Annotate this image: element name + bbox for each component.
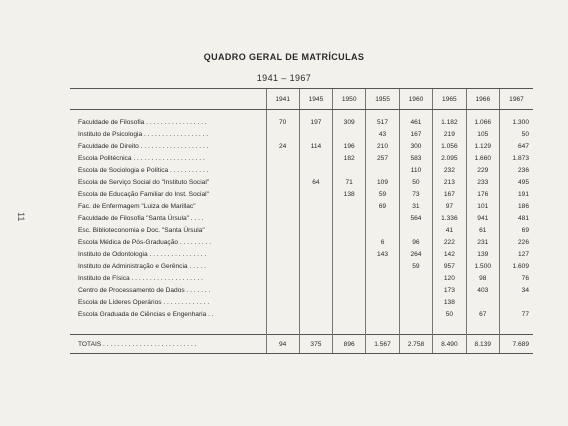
enrollment-cell	[299, 200, 332, 212]
institution-name: Escola de Serviço Social do "Instituto Social"	[78, 178, 210, 186]
enrollment-cell: 105	[466, 128, 499, 140]
enrollment-cell	[299, 152, 332, 164]
enrollment-cell: 210	[366, 140, 399, 152]
institution-name: Escola Politécnica . . . . . . . . . . . . . . . . . . . .	[78, 154, 205, 162]
enrollment-cell	[266, 260, 299, 272]
table-row	[70, 248, 533, 260]
enrollment-cell	[266, 236, 299, 248]
enrollment-cell: 73	[399, 188, 432, 200]
enrollment-cell: 139	[466, 248, 499, 260]
total-cell: 8.490	[433, 335, 466, 354]
enrollment-cell: 34	[500, 284, 534, 296]
enrollment-cell	[299, 296, 332, 308]
enrollment-cell: 1.336	[433, 212, 466, 224]
enrollment-cell	[333, 260, 366, 272]
enrollment-cell	[399, 272, 432, 284]
enrollment-cell	[266, 200, 299, 212]
enrollment-cell: 222	[433, 236, 466, 248]
enrollment-cell: 1.873	[500, 152, 534, 164]
institution-name: Escola de Líderes Operários . . . . . . . . . . . . .	[78, 298, 210, 306]
table-subtitle: 1941 – 1967	[256, 73, 312, 83]
enrollment-cell: 182	[333, 152, 366, 164]
enrollment-cell	[366, 212, 399, 224]
enrollment-cell: 98	[466, 272, 499, 284]
year-header: 1967	[500, 89, 534, 110]
enrollment-cell	[366, 296, 399, 308]
institution-name: Faculdade de Filosofia . . . . . . . . . . . . . . . . .	[78, 118, 207, 126]
enrollment-cell: 127	[500, 248, 534, 260]
table-row	[70, 260, 533, 272]
enrollment-cell: 64	[299, 176, 332, 188]
institution-name: Centro de Processamento de Dados . . . . . . .	[78, 286, 211, 294]
enrollment-cell: 77	[500, 308, 534, 335]
enrollment-cell: 1.066	[466, 110, 499, 129]
enrollment-cell: 176	[466, 188, 499, 200]
enrollment-cell: 229	[466, 164, 499, 176]
table-body	[70, 110, 533, 335]
enrollment-cell	[333, 164, 366, 176]
enrollment-cell	[399, 284, 432, 296]
enrollment-cell	[333, 296, 366, 308]
enrollment-cell	[266, 308, 299, 335]
total-cell: 1.567	[366, 335, 399, 354]
enrollment-cell: 110	[399, 164, 432, 176]
page-number: 11	[16, 212, 26, 222]
enrollment-cell: 31	[399, 200, 432, 212]
enrollment-cell: 197	[299, 110, 332, 129]
enrollment-cell: 1.609	[500, 260, 534, 272]
enrollment-cell: 495	[500, 176, 534, 188]
enrollment-cell: 167	[399, 128, 432, 140]
institution-name: Escola de Sociologia e Política . . . . . . . . . . .	[78, 166, 209, 174]
enrollment-cell	[266, 152, 299, 164]
total-cell: 896	[333, 335, 366, 354]
enrollment-cell: 138	[433, 296, 466, 308]
total-cell: 8.139	[466, 335, 499, 354]
enrollment-cell: 1.182	[433, 110, 466, 129]
table-row	[70, 164, 533, 176]
institution-name: Instituto de Odontologia . . . . . . . . . . . . . . . .	[78, 250, 207, 258]
enrollment-cell	[266, 296, 299, 308]
enrollment-cell: 69	[500, 224, 534, 236]
enrollment-cell	[333, 308, 366, 335]
enrollment-cell: 138	[333, 188, 366, 200]
enrollment-cell	[366, 272, 399, 284]
enrollment-cell: 481	[500, 212, 534, 224]
table-row	[70, 308, 533, 335]
enrollment-cell: 143	[366, 248, 399, 260]
table-row	[70, 272, 533, 284]
enrollment-cell: 114	[299, 140, 332, 152]
enrollment-cell: 236	[500, 164, 534, 176]
enrollment-cell: 43	[366, 128, 399, 140]
enrollment-cell	[466, 296, 499, 308]
enrollment-cell	[366, 284, 399, 296]
enrollment-cell	[366, 164, 399, 176]
table-row	[70, 110, 533, 129]
enrollment-cell	[333, 284, 366, 296]
enrollment-cell: 6	[366, 236, 399, 248]
enrollment-cell: 231	[466, 236, 499, 248]
enrollment-cell: 61	[466, 224, 499, 236]
total-cell: 2.758	[399, 335, 432, 354]
institution-name: Escola de Educação Familiar do Inst. Social"	[78, 190, 209, 198]
enrollment-cell	[299, 164, 332, 176]
enrollment-cell: 41	[433, 224, 466, 236]
enrollment-cell	[333, 248, 366, 260]
enrollment-cell: 50	[500, 128, 534, 140]
enrollment-cell	[299, 284, 332, 296]
table-row	[70, 176, 533, 188]
enrollment-cell: 101	[466, 200, 499, 212]
enrollment-cell: 196	[333, 140, 366, 152]
institution-name: Faculdade de Filosofia "Santa Úrsula" . . . .	[78, 214, 204, 222]
enrollment-cell: 226	[500, 236, 534, 248]
enrollment-cell	[333, 212, 366, 224]
enrollment-cell: 1.300	[500, 110, 534, 129]
table-row	[70, 284, 533, 296]
table-row	[70, 224, 533, 236]
enrollment-cell: 1.129	[466, 140, 499, 152]
enrollment-cell	[333, 224, 366, 236]
enrollment-cell: 109	[366, 176, 399, 188]
enrollment-cell: 219	[433, 128, 466, 140]
enrollment-cell: 1.500	[466, 260, 499, 272]
enrollment-cell	[399, 296, 432, 308]
enrollment-cell: 232	[433, 164, 466, 176]
year-header: 1960	[399, 89, 432, 110]
institution-name: Instituto de Psicologia . . . . . . . . . . . . . . . . . .	[78, 130, 209, 138]
enrollment-cell: 2.095	[433, 152, 466, 164]
enrollment-cell	[266, 212, 299, 224]
enrollment-cell	[299, 308, 332, 335]
enrollment-cell: 67	[466, 308, 499, 335]
enrollment-cell: 517	[366, 110, 399, 129]
institution-name: Escola Médica de Pós-Graduação . . . . . . . . .	[78, 238, 212, 246]
year-header: 1966	[466, 89, 499, 110]
total-cell: 375	[299, 335, 332, 354]
table-row	[70, 200, 533, 212]
enrollment-cell: 191	[500, 188, 534, 200]
enrollment-cell: 70	[266, 110, 299, 129]
enrollment-cell: 264	[399, 248, 432, 260]
enrollment-cell	[266, 224, 299, 236]
enrollment-cell	[399, 224, 432, 236]
table-row	[70, 236, 533, 248]
enrollment-cell	[299, 248, 332, 260]
enrollment-cell: 24	[266, 140, 299, 152]
enrollment-cell	[266, 128, 299, 140]
header-blank-cell	[70, 89, 266, 110]
enrollment-cell	[266, 248, 299, 260]
enrollment-cell: 97	[433, 200, 466, 212]
enrollment-cell: 1.660	[466, 152, 499, 164]
total-cell: 7.689	[500, 335, 534, 354]
enrollment-cell	[266, 284, 299, 296]
enrollment-cell: 461	[399, 110, 432, 129]
enrollment-cell: 647	[500, 140, 534, 152]
enrollment-cell: 71	[333, 176, 366, 188]
institution-name: Faculdade de Direito . . . . . . . . . . . . . . . . . . .	[78, 142, 209, 150]
enrollment-cell	[366, 308, 399, 335]
totals-row	[70, 335, 533, 354]
table-row	[70, 152, 533, 164]
enrollment-table	[70, 88, 533, 354]
enrollment-cell	[299, 260, 332, 272]
enrollment-cell: 300	[399, 140, 432, 152]
enrollment-cell: 142	[433, 248, 466, 260]
enrollment-cell: 564	[399, 212, 432, 224]
year-header: 1950	[333, 89, 366, 110]
enrollment-cell: 96	[399, 236, 432, 248]
institution-name: Instituto de Física . . . . . . . . . . . . . . . . . . . .	[78, 274, 203, 282]
enrollment-cell: 50	[399, 176, 432, 188]
total-cell: 94	[266, 335, 299, 354]
enrollment-cell: 583	[399, 152, 432, 164]
enrollment-cell	[366, 224, 399, 236]
enrollment-cell: 120	[433, 272, 466, 284]
table-title: QUADRO GERAL DE MATRÍCULAS	[203, 52, 365, 62]
enrollment-cell: 213	[433, 176, 466, 188]
enrollment-cell	[299, 236, 332, 248]
enrollment-cell	[266, 272, 299, 284]
enrollment-cell	[299, 188, 332, 200]
table-row	[70, 140, 533, 152]
enrollment-cell: 167	[433, 188, 466, 200]
enrollment-cell: 76	[500, 272, 534, 284]
table-row	[70, 296, 533, 308]
enrollment-cell: 173	[433, 284, 466, 296]
enrollment-cell	[266, 164, 299, 176]
enrollment-cell	[333, 128, 366, 140]
institution-name: Instituto de Administração e Gerência . . . . .	[78, 262, 206, 270]
enrollment-cell	[266, 176, 299, 188]
enrollment-cell: 186	[500, 200, 534, 212]
enrollment-cell: 257	[366, 152, 399, 164]
institution-name: Esc. Biblioteconomia e Doc. "Santa Úrsula"	[78, 226, 205, 234]
enrollment-cell	[299, 128, 332, 140]
institution-name: Fac. de Enfermagem "Luiza de Marillac"	[78, 202, 196, 210]
enrollment-cell: 957	[433, 260, 466, 272]
enrollment-cell	[333, 200, 366, 212]
enrollment-cell	[299, 272, 332, 284]
year-header: 1965	[433, 89, 466, 110]
enrollment-cell: 1.056	[433, 140, 466, 152]
enrollment-cell: 403	[466, 284, 499, 296]
year-header: 1945	[299, 89, 332, 110]
enrollment-cell: 233	[466, 176, 499, 188]
enrollment-cell	[299, 224, 332, 236]
table-row	[70, 212, 533, 224]
table-row	[70, 128, 533, 140]
enrollment-cell	[299, 212, 332, 224]
enrollment-cell	[500, 296, 534, 308]
enrollment-cell	[333, 236, 366, 248]
year-header-row	[70, 89, 533, 110]
enrollment-cell	[333, 272, 366, 284]
year-header: 1941	[266, 89, 299, 110]
enrollment-cell	[266, 188, 299, 200]
enrollment-cell: 309	[333, 110, 366, 129]
totals-label: TOTAIS . . . . . . . . . . . . . . . . . . . . . . . . . .	[70, 335, 266, 354]
enrollment-cell	[399, 308, 432, 335]
enrollment-cell: 59	[366, 188, 399, 200]
enrollment-cell: 69	[366, 200, 399, 212]
enrollment-cell: 59	[399, 260, 432, 272]
enrollment-cell	[366, 260, 399, 272]
table-row	[70, 188, 533, 200]
enrollment-cell: 50	[433, 308, 466, 335]
institution-name: Escola Graduada de Ciências e Engenharia . .	[78, 310, 214, 318]
year-header: 1955	[366, 89, 399, 110]
enrollment-cell: 941	[466, 212, 499, 224]
